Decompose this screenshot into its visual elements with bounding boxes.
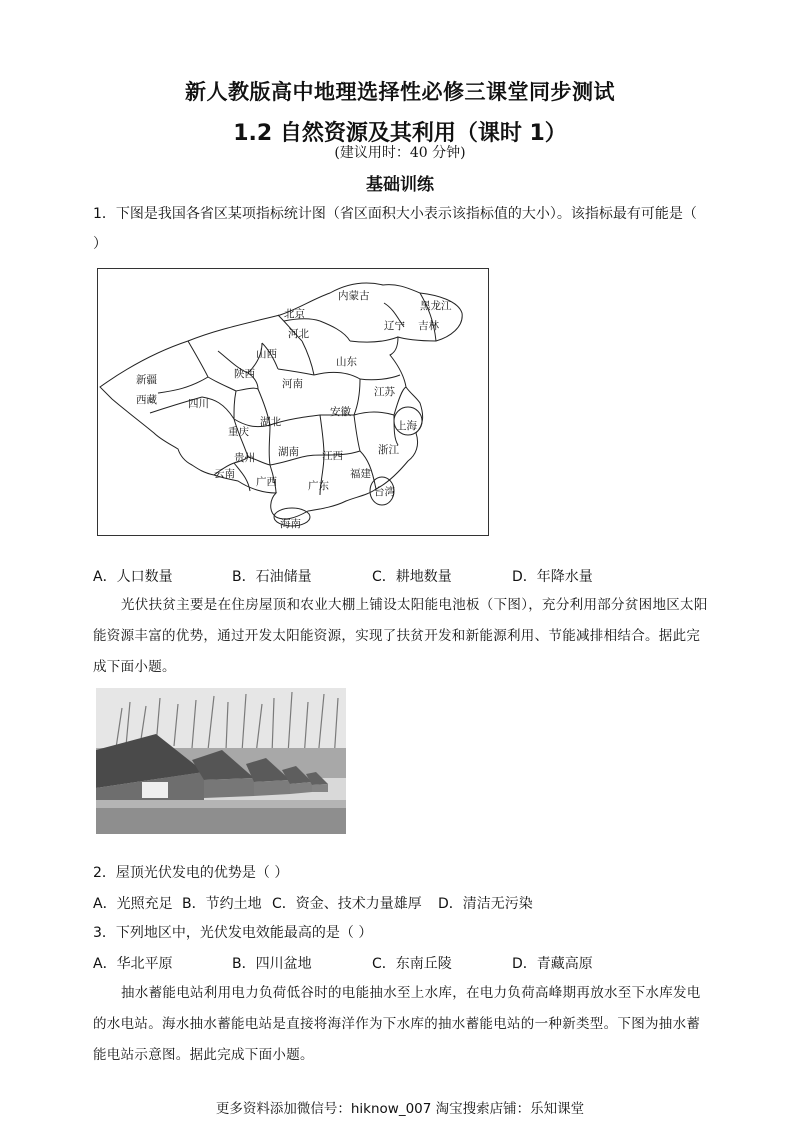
label-hainan: 海南 [280, 518, 301, 530]
label-heilongjiang: 黑龙江 [420, 300, 452, 312]
q1-option-a: A．人口数量 [93, 569, 173, 585]
q3-option-d: D．青藏高原 [512, 956, 593, 972]
passage-pumped-storage: 抽水蓄能电站利用电力负荷低谷时的电能抽水至上水库，在电力负荷高峰期再放水至下水库发电的水电站。海水抽水蓄能电站是直接将海洋作为下水库的抽水蓄能电站的一种新类型。下图为抽水蓄能电站示意图。据此完成下面小题。 [93, 985, 701, 1063]
label-guangxi: 广西 [256, 476, 277, 488]
q1-stem-line2: ） [93, 236, 107, 252]
label-zhejiang: 浙江 [378, 444, 399, 456]
q3-option-c: C．东南丘陵 [372, 956, 452, 972]
label-anhui: 安徽 [330, 406, 351, 418]
solar-roof-photo [96, 688, 346, 834]
q2-option-b: B．节约土地 [182, 896, 262, 912]
label-neimenggu: 内蒙古 [338, 290, 370, 302]
section-heading: 基础训练 [366, 175, 434, 195]
label-yunnan: 云南 [214, 468, 235, 480]
label-taiwan: 台湾 [374, 486, 395, 498]
label-henan: 河南 [282, 378, 303, 390]
document-title: 新人教版高中地理选择性必修三课堂同步测试 [185, 80, 615, 104]
q1-option-c: C．耕地数量 [372, 569, 452, 585]
label-hubei: 湖北 [260, 416, 281, 428]
q3-stem: 3．下列地区中，光伏发电效能最高的是（ ） [93, 925, 373, 941]
label-chongqing: 重庆 [228, 426, 249, 438]
q3-option-b: B．四川盆地 [232, 956, 312, 972]
q2-option-c: C．资金、技术力量雄厚 [272, 896, 422, 912]
label-hebei: 河北 [288, 328, 309, 340]
label-guizhou: 贵州 [234, 452, 255, 464]
label-xinjiang: 新疆 [136, 374, 157, 386]
label-sichuan: 四川 [188, 398, 209, 410]
label-shaanxi: 陕西 [234, 368, 255, 380]
label-guangdong: 广东 [308, 480, 329, 492]
q1-stem-line1: 1．下图是我国各省区某项指标统计图（省区面积大小表示该指标值的大小）。该指标最有可能是（ [93, 206, 697, 222]
label-fujian: 福建 [350, 468, 371, 480]
label-jiangxi: 江西 [322, 450, 343, 462]
lesson-title: 1.2 自然资源及其利用（课时 1） [233, 121, 567, 146]
footer-note: 更多资料添加微信号：hiknow_007 淘宝搜索店铺：乐知课堂 [215, 1101, 585, 1117]
label-jilin: 吉林 [418, 320, 439, 332]
label-liaoning: 辽宁 [384, 320, 405, 332]
q1-option-b: B．石油储量 [232, 569, 312, 585]
q1-option-d: D．年降水量 [512, 569, 593, 585]
label-shanxi: 山西 [256, 348, 277, 360]
label-beijing: 北京 [284, 308, 305, 320]
label-shanghai: 上海 [396, 420, 417, 432]
label-jiangsu: 江苏 [374, 386, 395, 398]
province-cartogram [97, 268, 489, 536]
passage-solar: 光伏扶贫主要是在住房屋顶和农业大棚上铺设太阳能电池板（下图），充分利用部分贫困地区太阳能资源丰富的优势，通过开发太阳能资源，实现了扶贫开发和新能源利用、节能减排相结合。据此完成下面小题。 [93, 597, 708, 675]
label-shandong: 山东 [336, 356, 357, 368]
q3-option-a: A．华北平原 [93, 956, 173, 972]
label-xizang: 西藏 [136, 394, 157, 406]
time-note: (建议用时：40 分钟) [334, 145, 466, 161]
q2-stem: 2．屋顶光伏发电的优势是（ ） [93, 865, 289, 881]
label-hunan: 湖南 [278, 446, 299, 458]
q2-option-a: A．光照充足 [93, 896, 173, 912]
q2-option-d: D．清洁无污染 [438, 896, 533, 912]
